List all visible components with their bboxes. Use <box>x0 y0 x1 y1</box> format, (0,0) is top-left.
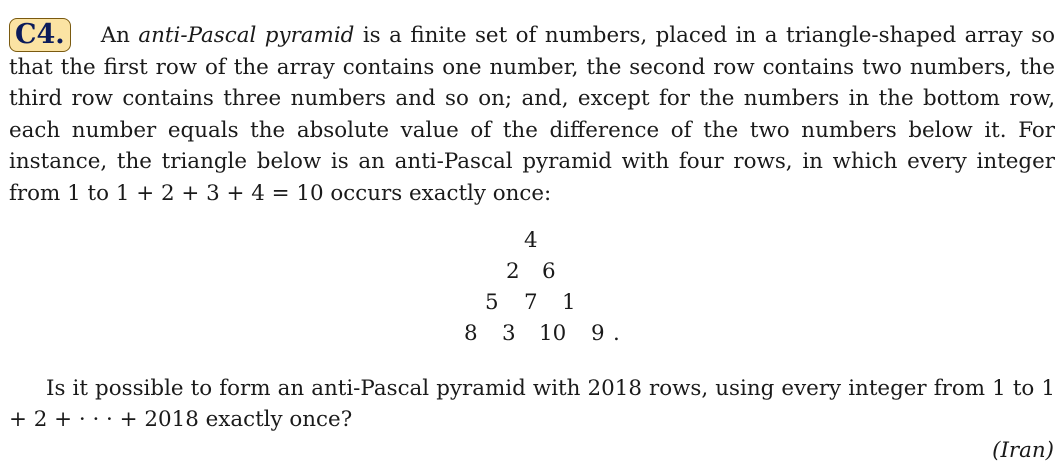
intro-text-end: occurs exactly once: <box>330 180 552 206</box>
pyramid-number: 1 <box>562 290 576 315</box>
defined-term: anti-Pascal pyramid <box>138 23 355 48</box>
intro-text-start: An <box>100 23 130 48</box>
problem-source: (Iran) <box>992 438 1054 463</box>
pyramid-number: 4 <box>524 228 538 253</box>
pyramid-example <box>0 226 1064 350</box>
intro-text-body: is a finite set of numbers, placed in a triangle-shaped array so that the first row of the array contains one number, the second row contains two numbers, the third row contains three numbers and so on; and, except for the numbers in the bottom row, each number equals the absolute value of the difference of the two numbers below it. For instance, the triangle below is an anti-Pascal pyramid with four rows, in which every integer from 1 to <box>9 23 1055 206</box>
question-text-end: exactly once? <box>205 407 353 433</box>
pyramid-row <box>0 257 1064 288</box>
sum-expression: 1 + 2 + 3 + 4 = 10 <box>115 180 324 206</box>
pyramid-row <box>0 288 1064 319</box>
pyramid-number: 9 <box>591 321 605 346</box>
pyramid-number: 8 <box>464 321 478 346</box>
pyramid-row <box>0 319 1064 350</box>
pyramid-number: 5 <box>485 290 499 315</box>
question-expression: 1 + 2 + · · · + 2018 <box>9 376 1055 433</box>
pyramid-number: 7 <box>524 290 538 315</box>
problem-label: C4. <box>9 18 71 52</box>
pyramid-trailing-period: . <box>613 321 620 346</box>
question-text-start: Is it possible to form an anti-Pascal pyramid with 2018 rows, using every integer from 1 to <box>46 376 1035 401</box>
pyramid-number: 10 <box>539 321 567 346</box>
pyramid-number: 6 <box>542 259 556 284</box>
pyramid-row <box>0 226 1064 257</box>
pyramid-number: 3 <box>502 321 516 346</box>
pyramid-number: 2 <box>506 259 520 284</box>
question-statement <box>9 373 1055 436</box>
problem-statement <box>9 18 1055 209</box>
